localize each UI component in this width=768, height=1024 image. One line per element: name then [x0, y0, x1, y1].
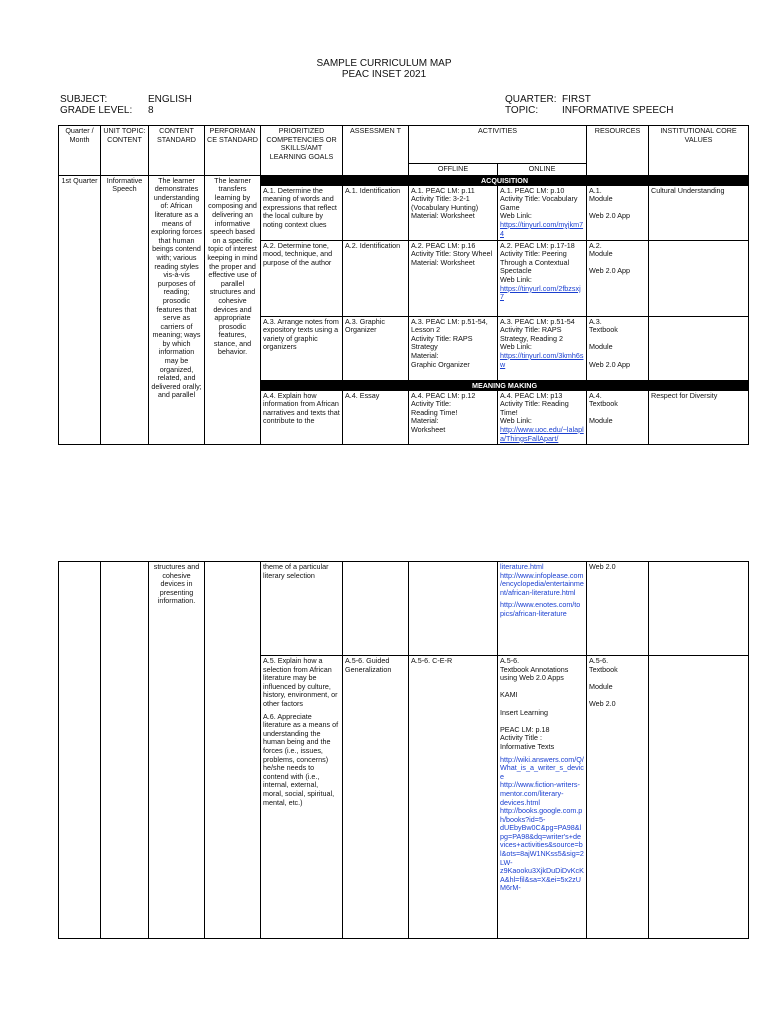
band-acquisition: ACQUISITION [261, 175, 749, 185]
resources-cell: Web 2.0 [587, 562, 649, 656]
subject-value: ENGLISH [148, 94, 192, 105]
competency-cell: A.2. Determine tone, mood, technique, and purpose of the author [261, 240, 343, 316]
subject-label: SUBJECT: [60, 94, 108, 105]
resources-cell: A.3. Textbook Module Web 2.0 App [587, 316, 649, 380]
competency-cell: theme of a particular literary selection [261, 562, 343, 656]
col-activities: ACTIVITIES [409, 126, 587, 164]
assessment-cell: A.4. Essay [343, 390, 409, 445]
table-row [59, 562, 749, 656]
online-link[interactable]: http://books.google.com.ph/books?id=5-dUEbyBw0C&pg=PA98&lpg=PA98&dq=writer's+devices+activities&source=bl&ots=8ajW1NKss5&sig=2LW-z9Kaooku3XjkDuDiDvKcKA&hl=fil&sa=X&ei=5x2zUM6rM- [500, 806, 584, 893]
online-link[interactable]: https://tinyurl.com/3kmh6sw [500, 350, 584, 369]
document-title: SAMPLE CURRICULUM MAP [316, 58, 452, 69]
col-performance-standard: PERFORMAN CE STANDARD [205, 126, 261, 176]
quarter-cell [59, 562, 101, 939]
performance-standard-cell: The learner transfers learning by composing and delivering an informative speech based on a specific topic of interest keeping in mind the proper and effective use of parallel structures and cohesive devices and appropriate prosodic features, stance, and behavior. [205, 175, 261, 445]
resources-cell: A.4. Textbook Module [587, 390, 649, 445]
assessment-cell: A.3. Graphic Organizer [343, 316, 409, 380]
online-link[interactable]: literature.html [500, 562, 544, 571]
offline-cell: A.2. PEAC LM: p.16 Activity Title: Story Wheel Material: Worksheet [409, 240, 498, 316]
band-meaning-making: MEANING MAKING [261, 380, 749, 390]
online-link[interactable]: http://www.enotes.com/topics/african-literature [500, 600, 581, 618]
assessment-cell: A.2. Identification [343, 240, 409, 316]
col-online: ONLINE [498, 164, 587, 176]
online-link[interactable]: https://tinyurl.com/myjkm74 [500, 219, 584, 238]
col-quarter-month: Quarter / Month [59, 126, 101, 176]
topic-value: INFORMATIVE SPEECH [562, 105, 674, 116]
assessment-cell: A.5-6. Guided Generalization [343, 656, 409, 939]
col-competencies: PRIORITIZED COMPETENCIES OR SKILLS/AMT LEARNING GOALS [261, 126, 343, 176]
online-cell: A.1. PEAC LM: p.10 Activity Title: Vocabulary Game Web Link: https://tinyurl.com/myjkm74 [498, 185, 587, 240]
quarter-cell: 1st Quarter [59, 175, 101, 445]
online-cell: A.5-6. Textbook Annotations using Web 2.0 Apps KAMI Insert Learning PEAC LM: p.18 Activity Title : Informative Texts http://wiki.answers.com/Q/What_is_a_writer_s_device http://www.fiction-writers-mentor.com/literary-devices.html http://books.google.com.ph/books?id=5-dUEbyBw0C&pg=PA98&lpg=PA98&dq=writer's+devices+activities&source=bl&ots=8ajW1NKss5&sig=2LW-z9Kaooku3XjkDuDiDvKcKA&hl=fil&sa=X&ei=5x2zUM6rM- [498, 656, 587, 939]
core-values-cell [649, 656, 749, 939]
online-cell: A.3. PEAC LM: p.51-54 Activity Title: RAPS Strategy, Reading 2 Web Link: https://tinyurl.com/3kmh6sw [498, 316, 587, 380]
col-content-standard: CONTENT STANDARD [149, 126, 205, 176]
topic-label: TOPIC: [505, 105, 539, 116]
core-values-cell [649, 562, 749, 656]
col-offline: OFFLINE [409, 164, 498, 176]
col-unit-topic: UNIT TOPIC: CONTENT [101, 126, 149, 176]
offline-cell: A.4. PEAC LM: p.12 Activity Title: Reading Time! Material: Worksheet [409, 390, 498, 445]
online-link[interactable]: http://www.fiction-writers-mentor.com/literary-devices.html [500, 780, 580, 807]
col-resources: RESOURCES [587, 126, 649, 176]
unit-cell: Informative Speech [101, 175, 149, 445]
competency-cell: A.4. Explain how information from African narratives and texts that contribute to the [261, 390, 343, 445]
grade-label: GRADE LEVEL: [60, 105, 133, 116]
assessment-cell [343, 562, 409, 656]
curriculum-map-table [58, 125, 749, 445]
resources-cell: A.1. Module Web 2.0 App [587, 185, 649, 240]
offline-cell: A.1. PEAC LM: p.11 Activity Title: 3-2-1 (Vocabulary Hunting) Material: Worksheet [409, 185, 498, 240]
offline-cell [409, 562, 498, 656]
offline-cell: A.3. PEAC LM: p.51-54, Lesson 2 Activity Title: RAPS Strategy Material: Graphic Organizer [409, 316, 498, 380]
competency-cell: A.1. Determine the meaning of words and expressions that reflect the local culture by noting context clues [261, 185, 343, 240]
resources-cell: A.2. Module Web 2.0 App [587, 240, 649, 316]
content-standard-cell: structures and cohesive devices in presenting information. [149, 562, 205, 939]
assessment-cell: A.1. Identification [343, 185, 409, 240]
online-cell: A.4. PEAC LM: p13 Activity Title: Reading Time! Web Link: http://www.uoc.edu/~lalapla/ThingsFallApart/ [498, 390, 587, 445]
online-cell [498, 562, 587, 656]
competency-cell: A.5. Explain how a selection from African literature may be influenced by culture, history, environment, or other factors A.6. Appreciate literature as a means of understanding the human being and the forces (i.e., issues, problems, concerns) he/she needs to contend with (i.e., internal, external, moral, social, spiritual, mental, etc.) [261, 656, 343, 939]
quarter-value: FIRST [562, 94, 591, 105]
content-standard-cell: The learner demonstrates understanding of: African literature as a means of exploring forces that human beings contend with; various reading styles vis-à-vis purposes of reading; prosodic features that serve as carriers of meaning; ways by which information may be organized, related, and delivered orally; and parallel [149, 175, 205, 445]
document-subtitle: PEAC INSET 2021 [341, 69, 427, 80]
online-link[interactable]: http://www.uoc.edu/~lalapla/ThingsFallApart/ [500, 424, 584, 443]
core-values-cell: Cultural Understanding [649, 185, 749, 240]
offline-cell: A.5-6. C-E-R [409, 656, 498, 939]
online-link[interactable]: https://tinyurl.com/2fbzsxj7 [500, 283, 581, 302]
core-values-cell: Respect for Diversity [649, 390, 749, 445]
online-cell: A.2. PEAC LM: p.17-18 Activity Title: Peering Through a Contextual Spectacle Web Link: https://tinyurl.com/2fbzsxj7 [498, 240, 587, 316]
competency-cell: A.3. Arrange notes from expository texts using a variety of graphic organizers [261, 316, 343, 380]
quarter-label: QUARTER: [505, 94, 557, 105]
col-assessment: ASSESSMEN T [343, 126, 409, 176]
grade-value: 8 [148, 105, 154, 116]
core-values-cell [649, 316, 749, 380]
unit-cell [101, 562, 149, 939]
curriculum-map-continuation-table [58, 561, 749, 939]
resources-cell: A.5-6. Textbook Module Web 2.0 [587, 656, 649, 939]
online-link[interactable]: http://www.infoplease.com/encyclopedia/entertainment/african-literature.html [500, 570, 584, 597]
core-values-cell [649, 240, 749, 316]
col-core-values: INSTITUTIONAL CORE VALUES [649, 126, 749, 176]
performance-standard-cell [205, 562, 261, 939]
online-link[interactable]: http://wiki.answers.com/Q/What_is_a_writer_s_device [500, 754, 584, 781]
